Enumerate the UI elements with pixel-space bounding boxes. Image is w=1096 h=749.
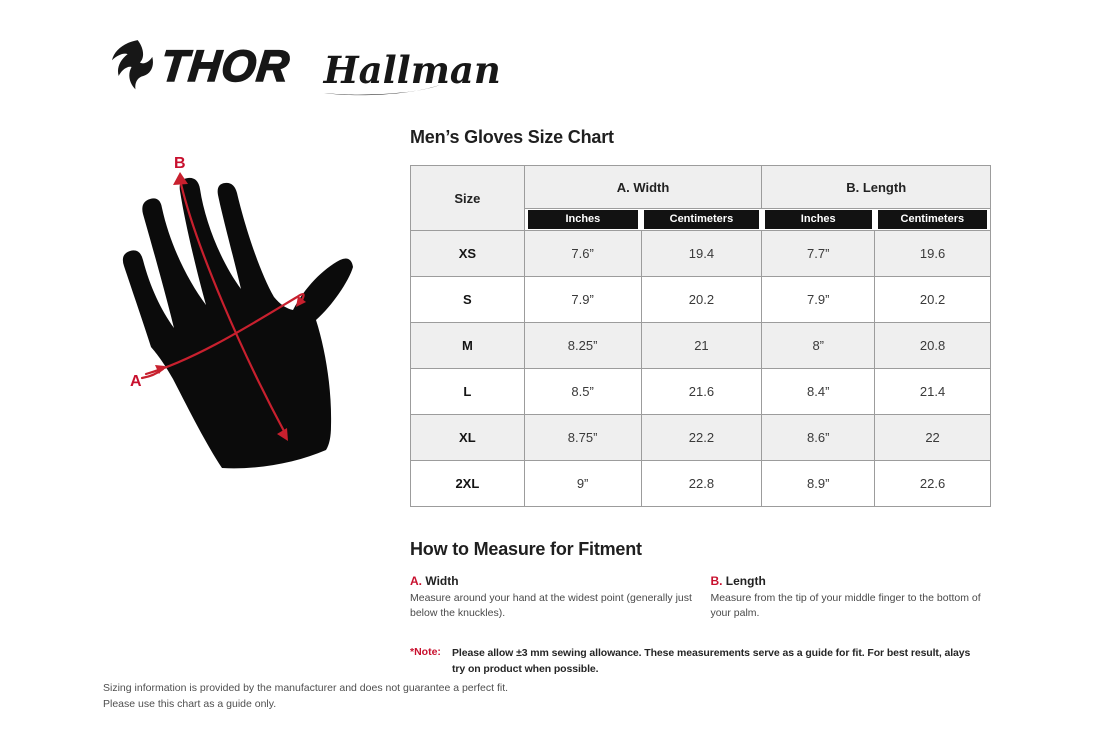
width-label: A <box>130 373 142 390</box>
glove-silhouette <box>123 178 353 468</box>
subheader-width-inches: Inches <box>524 209 641 231</box>
table-row-s: S 7.9” 20.2 7.9” 20.2 <box>411 277 991 323</box>
measure-section-title: How to Measure for Fitment <box>410 539 642 559</box>
subheader-width-centimeters: Centimeters <box>641 209 762 231</box>
table-row-xs: XS 7.6” 19.4 7.7” 19.6 <box>411 231 991 277</box>
note-label: *Note: <box>410 646 441 659</box>
col-header-length: B. Length <box>762 166 991 209</box>
table-row-2xl: 2XL 9” 22.8 8.9” 22.6 <box>411 461 991 507</box>
hallman-swoosh <box>322 83 444 97</box>
fitment-note <box>410 646 992 678</box>
measure-length-instructions <box>710 574 992 620</box>
subheader-length-inches: Inches <box>762 209 875 231</box>
main-content <box>410 127 992 678</box>
note-text: Please allow ±3 mm sewing allowance. These measurements serve as a guide for fit. For best result, alays try on product when possible. <box>452 647 971 676</box>
measure-length-heading: B. Length <box>710 574 766 588</box>
table-row-l: L 8.5” 21.6 8.4” 21.4 <box>411 369 991 415</box>
thor-wordmark: THOR <box>158 42 293 91</box>
size-chart-title: Men’s Gloves Size Chart <box>410 127 614 147</box>
table-row-xl: XL 8.75” 22.2 8.6” 22 <box>411 415 991 461</box>
subheader-length-centimeters: Centimeters <box>875 209 991 231</box>
brand-header <box>103 38 501 96</box>
thor-logo <box>103 38 293 96</box>
measure-width-instructions <box>410 574 697 620</box>
measure-length-description: Measure from the tip of your middle finger to the bottom of your palm. <box>710 592 981 619</box>
measure-width-description: Measure around your hand at the widest point (generally just below the knuckles). <box>410 592 692 619</box>
col-header-size: Size <box>411 166 525 231</box>
hallman-wordmark: Hallman <box>323 47 501 92</box>
glove-measurement-diagram <box>100 150 400 480</box>
disclaimer-line-1: Sizing information is provided by the manufacturer and does not guarantee a perfect fit. <box>103 682 509 694</box>
length-label: B <box>174 155 186 172</box>
measure-instructions <box>410 574 992 620</box>
col-header-width: A. Width <box>524 166 762 209</box>
hallman-logo <box>323 46 501 92</box>
thor-mascot-icon <box>103 38 159 96</box>
table-row-m: M 8.25” 21 8” 20.8 <box>411 323 991 369</box>
measure-width-heading: A. Width <box>410 574 459 588</box>
size-chart-table <box>410 165 991 507</box>
disclaimer-line-2: Please use this chart as a guide only. <box>103 697 277 710</box>
footer-disclaimer <box>103 681 508 713</box>
